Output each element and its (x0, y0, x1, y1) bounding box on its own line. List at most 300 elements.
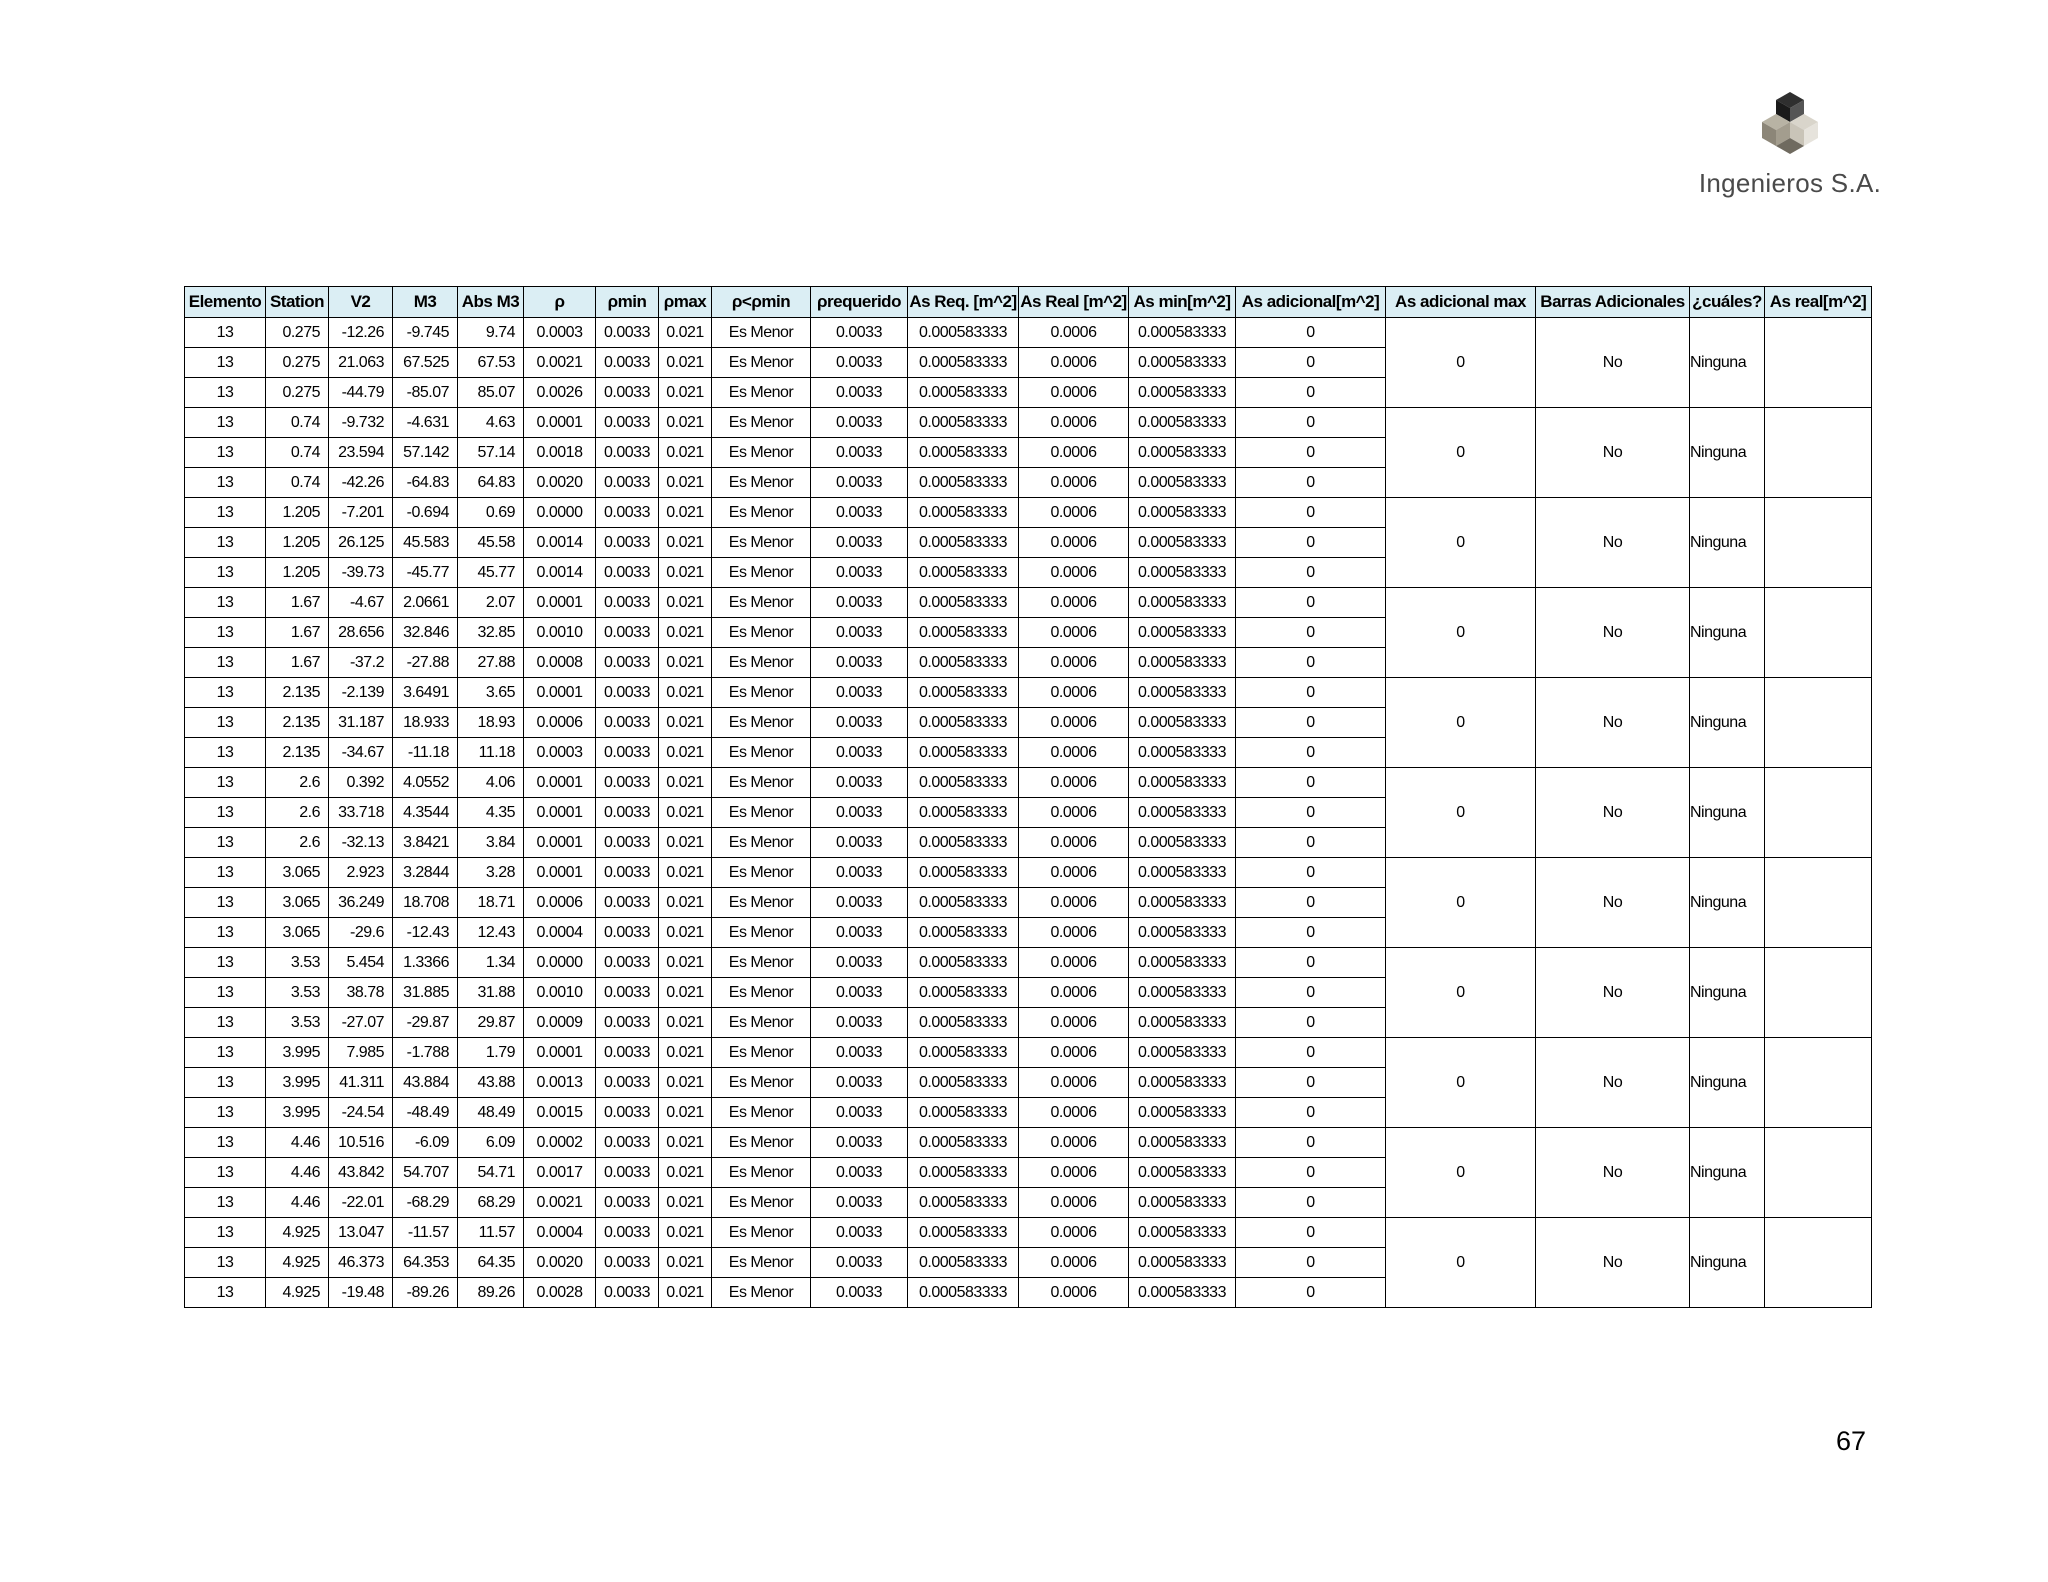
table-cell: 0.0033 (596, 588, 659, 618)
cuales-cell: Ninguna (1690, 948, 1765, 1038)
table-cell: -22.01 (329, 1188, 393, 1218)
table-cell: Es Menor (712, 918, 811, 948)
table-row (185, 948, 1872, 978)
table-cell: 0.000583333 (908, 1098, 1019, 1128)
table-cell: 0.0033 (811, 828, 908, 858)
table-cell: 0.0006 (1019, 858, 1129, 888)
table-cell: 0.0006 (1019, 948, 1129, 978)
table-cell: 13 (185, 678, 266, 708)
table-cell: 0.0033 (811, 888, 908, 918)
table-cell: Es Menor (712, 468, 811, 498)
table-cell: -29.87 (393, 1008, 458, 1038)
table-cell: Es Menor (712, 768, 811, 798)
table-cell: 0.000583333 (908, 618, 1019, 648)
table-cell: 18.708 (393, 888, 458, 918)
table-cell: Es Menor (712, 1068, 811, 1098)
table-cell: 0.0033 (811, 1188, 908, 1218)
table-cell: 0.021 (659, 1098, 712, 1128)
as-real-cell (1765, 318, 1872, 408)
table-row (185, 408, 1872, 438)
as-adicional-max-cell: 0 (1386, 1218, 1536, 1308)
table-cell: -68.29 (393, 1188, 458, 1218)
table-cell: 0.000583333 (908, 348, 1019, 378)
table-cell: 0.021 (659, 1128, 712, 1158)
table-cell: 0 (1236, 738, 1386, 768)
table-cell: 0.000583333 (1129, 1068, 1236, 1098)
table-cell: Es Menor (712, 348, 811, 378)
table-cell: 0.0010 (524, 978, 596, 1008)
table-cell: 0.0033 (811, 978, 908, 1008)
table-cell: 0.021 (659, 1248, 712, 1278)
reinforcement-table (184, 286, 1872, 1308)
table-cell: 0.021 (659, 1008, 712, 1038)
table-cell: 31.885 (393, 978, 458, 1008)
table-cell: 0.0001 (524, 1038, 596, 1068)
table-cell: 0 (1236, 1218, 1386, 1248)
table-cell: 3.995 (266, 1068, 329, 1098)
table-cell: 0.0033 (811, 618, 908, 648)
table-cell: -4.631 (393, 408, 458, 438)
table-cell: Es Menor (712, 498, 811, 528)
table-cell: 0 (1236, 1068, 1386, 1098)
table-cell: 0.000583333 (1129, 558, 1236, 588)
table-cell: 0.0033 (811, 498, 908, 528)
table-cell: 0.000583333 (908, 498, 1019, 528)
table-cell: 0.0033 (811, 378, 908, 408)
table-cell: 11.18 (458, 738, 524, 768)
table-cell: 0.000583333 (1129, 1128, 1236, 1158)
column-header: ρ<ρmin (712, 287, 811, 318)
table-cell: 13 (185, 1218, 266, 1248)
table-cell: 1.3366 (393, 948, 458, 978)
table-cell: 13 (185, 708, 266, 738)
table-cell: Es Menor (712, 798, 811, 828)
table-cell: 67.53 (458, 348, 524, 378)
table-cell: 0.000583333 (1129, 468, 1236, 498)
table-cell: 3.2844 (393, 858, 458, 888)
table-cell: 0.000583333 (1129, 708, 1236, 738)
table-cell: 0.0006 (1019, 618, 1129, 648)
table-cell: -11.57 (393, 1218, 458, 1248)
table-cell: 0.000583333 (1129, 1218, 1236, 1248)
table-cell: 18.933 (393, 708, 458, 738)
table-row (185, 1218, 1872, 1248)
table-cell: 0.0000 (524, 498, 596, 528)
as-adicional-max-cell: 0 (1386, 678, 1536, 768)
table-cell: 0.000583333 (1129, 978, 1236, 1008)
table-cell: 0.74 (266, 408, 329, 438)
table-cell: 0.0033 (811, 798, 908, 828)
column-header: As adicional[m^2] (1236, 287, 1386, 318)
table-cell: 0 (1236, 438, 1386, 468)
table-cell: 13 (185, 1038, 266, 1068)
table-cell: Es Menor (712, 588, 811, 618)
table-cell: -85.07 (393, 378, 458, 408)
table-cell: 0.0006 (1019, 1068, 1129, 1098)
table-cell: 0.000583333 (1129, 498, 1236, 528)
table-cell: 0.0017 (524, 1158, 596, 1188)
table-header-row (185, 287, 1872, 318)
table-cell: 0.000583333 (908, 708, 1019, 738)
table-cell: 13 (185, 528, 266, 558)
table-cell: 0.0033 (811, 1038, 908, 1068)
table-cell: 0.000583333 (1129, 1188, 1236, 1218)
table-cell: -42.26 (329, 468, 393, 498)
table-cell: -7.201 (329, 498, 393, 528)
table-cell: 4.925 (266, 1278, 329, 1308)
table-cell: -39.73 (329, 558, 393, 588)
table-cell: 0.0006 (1019, 828, 1129, 858)
table-cell: 13 (185, 918, 266, 948)
table-cell: 0.0033 (596, 558, 659, 588)
table-cell: 0.0000 (524, 948, 596, 978)
table-cell: -0.694 (393, 498, 458, 528)
table-cell: 0.0033 (596, 948, 659, 978)
table-cell: 0 (1236, 978, 1386, 1008)
table-cell: 31.88 (458, 978, 524, 1008)
table-cell: 0.0006 (1019, 738, 1129, 768)
table-cell: 0.021 (659, 678, 712, 708)
cube-logo-icon (1750, 88, 1830, 168)
table-cell: 0.000583333 (1129, 738, 1236, 768)
as-real-cell (1765, 1038, 1872, 1128)
table-cell: 1.205 (266, 558, 329, 588)
table-cell: 0.0013 (524, 1068, 596, 1098)
as-real-cell (1765, 858, 1872, 948)
table-cell: 0 (1236, 1248, 1386, 1278)
table-cell: 0.0033 (811, 1218, 908, 1248)
barras-adicionales-cell: No (1536, 498, 1690, 588)
table-cell: 0 (1236, 1008, 1386, 1038)
table-cell: 0 (1236, 828, 1386, 858)
table-cell: -4.67 (329, 588, 393, 618)
table-cell: 0.0033 (596, 618, 659, 648)
table-cell: 0.021 (659, 1068, 712, 1098)
table-cell: 0.000583333 (908, 798, 1019, 828)
table-cell: -9.732 (329, 408, 393, 438)
table-cell: 29.87 (458, 1008, 524, 1038)
table-cell: 0.392 (329, 768, 393, 798)
table-cell: 0.0033 (811, 1278, 908, 1308)
cuales-cell: Ninguna (1690, 498, 1765, 588)
table-cell: 0.0033 (811, 948, 908, 978)
table-cell: 0.0001 (524, 678, 596, 708)
table-cell: -44.79 (329, 378, 393, 408)
table-cell: 0.0033 (596, 858, 659, 888)
table-cell: 0.0033 (596, 678, 659, 708)
table-cell: -12.26 (329, 318, 393, 348)
table-cell: 0.0006 (1019, 1128, 1129, 1158)
table-row (185, 678, 1872, 708)
table-cell: 0.0020 (524, 468, 596, 498)
column-header: Abs M3 (458, 287, 524, 318)
table-cell: 0.021 (659, 468, 712, 498)
table-cell: 0.0006 (1019, 1038, 1129, 1068)
table-cell: 0.0001 (524, 768, 596, 798)
table-cell: 0 (1236, 708, 1386, 738)
table-cell: 0.0006 (1019, 1008, 1129, 1038)
as-real-cell (1765, 1128, 1872, 1218)
cuales-cell: Ninguna (1690, 588, 1765, 678)
table-cell: 10.516 (329, 1128, 393, 1158)
table-cell: 0.021 (659, 1218, 712, 1248)
table-cell: 21.063 (329, 348, 393, 378)
column-header: As adicional max (1386, 287, 1536, 318)
table-cell: 13 (185, 768, 266, 798)
table-cell: 0.000583333 (908, 1248, 1019, 1278)
table-cell: 43.842 (329, 1158, 393, 1188)
as-real-cell (1765, 408, 1872, 498)
barras-adicionales-cell: No (1536, 1038, 1690, 1128)
table-cell: Es Menor (712, 678, 811, 708)
table-cell: -27.07 (329, 1008, 393, 1038)
table-cell: 0.021 (659, 558, 712, 588)
table-cell: 0.021 (659, 1188, 712, 1218)
column-header: V2 (329, 287, 393, 318)
table-cell: 0.0033 (811, 678, 908, 708)
table-cell: 1.67 (266, 588, 329, 618)
barras-adicionales-cell: No (1536, 948, 1690, 1038)
table-cell: 0.0033 (811, 858, 908, 888)
table-cell: 0.0010 (524, 618, 596, 648)
table-cell: 0 (1236, 948, 1386, 978)
table-cell: 0.000583333 (1129, 648, 1236, 678)
table-cell: 2.6 (266, 798, 329, 828)
table-cell: 0.0033 (596, 498, 659, 528)
as-real-cell (1765, 768, 1872, 858)
table-cell: 13 (185, 1068, 266, 1098)
table-cell: 0.0033 (811, 528, 908, 558)
table-cell: 0.0006 (1019, 498, 1129, 528)
table-cell: 0.275 (266, 378, 329, 408)
table-cell: 0.74 (266, 438, 329, 468)
table-cell: 0.0006 (1019, 408, 1129, 438)
table-cell: 43.884 (393, 1068, 458, 1098)
table-cell: 0.021 (659, 978, 712, 1008)
table-cell: 0.0001 (524, 798, 596, 828)
table-cell: 0.0033 (596, 738, 659, 768)
table-cell: 0.0006 (1019, 1278, 1129, 1308)
table-cell: 0.0033 (596, 1008, 659, 1038)
table-cell: 0.0033 (596, 468, 659, 498)
table-cell: 4.925 (266, 1218, 329, 1248)
table-cell: 1.205 (266, 498, 329, 528)
table-cell: 0 (1236, 318, 1386, 348)
table-cell: -32.13 (329, 828, 393, 858)
table-cell: Es Menor (712, 1248, 811, 1278)
table-cell: 5.454 (329, 948, 393, 978)
table-cell: 0.000583333 (1129, 588, 1236, 618)
table-cell: 0.000583333 (908, 1008, 1019, 1038)
table-cell: -45.77 (393, 558, 458, 588)
table-cell: 13 (185, 1248, 266, 1278)
table-cell: 0.000583333 (1129, 618, 1236, 648)
as-adicional-max-cell: 0 (1386, 498, 1536, 588)
table-cell: 45.77 (458, 558, 524, 588)
table-cell: 0.000583333 (1129, 408, 1236, 438)
table-cell: 13 (185, 498, 266, 528)
table-cell: 1.205 (266, 528, 329, 558)
table-cell: 0.021 (659, 828, 712, 858)
barras-adicionales-cell: No (1536, 588, 1690, 678)
table-cell: 0.0001 (524, 588, 596, 618)
table-cell: 18.71 (458, 888, 524, 918)
table-cell: 0.0006 (1019, 918, 1129, 948)
table-cell: -11.18 (393, 738, 458, 768)
table-cell: 0.0021 (524, 1188, 596, 1218)
table-cell: 0.0033 (596, 318, 659, 348)
table-cell: 0.0006 (1019, 1248, 1129, 1278)
table-cell: 0 (1236, 888, 1386, 918)
table-cell: 0.000583333 (1129, 1098, 1236, 1128)
as-adicional-max-cell: 0 (1386, 408, 1536, 498)
cuales-cell: Ninguna (1690, 678, 1765, 768)
logo-text: Ingenieros S.A. (1698, 168, 1882, 198)
table-cell: 0.0033 (596, 1098, 659, 1128)
table-cell: -9.745 (393, 318, 458, 348)
table-cell: 13 (185, 648, 266, 678)
column-header: ¿cuáles? (1690, 287, 1765, 318)
table-cell: -64.83 (393, 468, 458, 498)
table-cell: 0.0026 (524, 378, 596, 408)
table-cell: 0.0033 (596, 648, 659, 678)
table-cell: Es Menor (712, 318, 811, 348)
table-cell: 0.000583333 (1129, 1278, 1236, 1308)
table-cell: 0.0033 (596, 888, 659, 918)
table-cell: 0.021 (659, 408, 712, 438)
table-cell: 0.0033 (596, 438, 659, 468)
table-cell: 0.0028 (524, 1278, 596, 1308)
table-cell: 0.000583333 (1129, 918, 1236, 948)
table-cell: 0 (1236, 1278, 1386, 1308)
table-cell: 0.000583333 (1129, 858, 1236, 888)
table-cell: 3.53 (266, 948, 329, 978)
table-cell: -37.2 (329, 648, 393, 678)
table-cell: 0.0033 (811, 588, 908, 618)
column-header: As Real [m^2] (1019, 287, 1129, 318)
table-cell: 2.0661 (393, 588, 458, 618)
table-cell: 0.000583333 (1129, 318, 1236, 348)
table-cell: 0.000583333 (908, 828, 1019, 858)
table-cell: 4.925 (266, 1248, 329, 1278)
table-cell: 26.125 (329, 528, 393, 558)
table-cell: Es Menor (712, 738, 811, 768)
table-cell: 3.28 (458, 858, 524, 888)
table-cell: Es Menor (712, 708, 811, 738)
table-cell: 57.14 (458, 438, 524, 468)
table-row (185, 588, 1872, 618)
table-cell: 0.0033 (811, 438, 908, 468)
barras-adicionales-cell: No (1536, 318, 1690, 408)
table-row (185, 498, 1872, 528)
table-cell: 0.000583333 (908, 1278, 1019, 1308)
table-cell: 0.0009 (524, 1008, 596, 1038)
table-cell: 0.0003 (524, 318, 596, 348)
table-cell: 13 (185, 1158, 266, 1188)
table-cell: 0 (1236, 1128, 1386, 1158)
table-cell: Es Menor (712, 438, 811, 468)
as-adicional-max-cell: 0 (1386, 1038, 1536, 1128)
table-cell: 0.0033 (596, 1158, 659, 1188)
table-cell: 27.88 (458, 648, 524, 678)
table-cell: 13 (185, 378, 266, 408)
table-cell: Es Menor (712, 1098, 811, 1128)
table-cell: 0.0033 (811, 1008, 908, 1038)
table-cell: 57.142 (393, 438, 458, 468)
table-cell: 0.0006 (524, 888, 596, 918)
table-cell: 0.0033 (596, 828, 659, 858)
table-cell: 0.0033 (811, 408, 908, 438)
as-adicional-max-cell: 0 (1386, 588, 1536, 678)
table-cell: 0.021 (659, 1158, 712, 1188)
table-cell: Es Menor (712, 528, 811, 558)
table-cell: 0.000583333 (908, 1038, 1019, 1068)
as-real-cell (1765, 1218, 1872, 1308)
table-row (185, 768, 1872, 798)
table-cell: 0.0021 (524, 348, 596, 378)
table-cell: 0 (1236, 768, 1386, 798)
table-cell: 0.0014 (524, 528, 596, 558)
table-cell: 13 (185, 408, 266, 438)
table-cell: 3.995 (266, 1038, 329, 1068)
table-cell: 0.000583333 (908, 588, 1019, 618)
table-cell: 0 (1236, 378, 1386, 408)
table-cell: 0.021 (659, 528, 712, 558)
table-cell: 0.0020 (524, 1248, 596, 1278)
table-cell: 0.021 (659, 648, 712, 678)
table-cell: -24.54 (329, 1098, 393, 1128)
table-cell: -27.88 (393, 648, 458, 678)
table-cell: Es Menor (712, 888, 811, 918)
table-cell: 4.06 (458, 768, 524, 798)
table-cell: 0.0033 (811, 1158, 908, 1188)
table-cell: 13 (185, 1188, 266, 1218)
table-cell: 0.0001 (524, 858, 596, 888)
table-cell: 0 (1236, 408, 1386, 438)
table-cell: 0 (1236, 1038, 1386, 1068)
table-cell: 0.0033 (811, 738, 908, 768)
table-cell: 0.021 (659, 498, 712, 528)
table-cell: 0.021 (659, 738, 712, 768)
barras-adicionales-cell: No (1536, 678, 1690, 768)
table-cell: 0.000583333 (908, 648, 1019, 678)
barras-adicionales-cell: No (1536, 768, 1690, 858)
table-cell: -1.788 (393, 1038, 458, 1068)
table-cell: 0.000583333 (908, 318, 1019, 348)
table-cell: 0.0033 (596, 708, 659, 738)
table-cell: 64.83 (458, 468, 524, 498)
table-cell: 4.46 (266, 1128, 329, 1158)
table-cell: 45.583 (393, 528, 458, 558)
table-cell: Es Menor (712, 1008, 811, 1038)
table-cell: 0.0033 (596, 528, 659, 558)
table-cell: 0.0033 (596, 798, 659, 828)
table-cell: Es Menor (712, 558, 811, 588)
table-cell: 0.0006 (1019, 1158, 1129, 1188)
table-cell: 0.000583333 (908, 948, 1019, 978)
table-cell: 41.311 (329, 1068, 393, 1098)
column-header: As real[m^2] (1765, 287, 1872, 318)
table-cell: 0.0033 (811, 1248, 908, 1278)
column-header: ρrequerido (811, 287, 908, 318)
table-cell: 2.6 (266, 768, 329, 798)
table-cell: 13 (185, 978, 266, 1008)
as-real-cell (1765, 678, 1872, 768)
table-cell: 3.065 (266, 918, 329, 948)
column-header: ρ (524, 287, 596, 318)
table-cell: 0.0033 (811, 918, 908, 948)
table-cell: 0.0006 (1019, 708, 1129, 738)
